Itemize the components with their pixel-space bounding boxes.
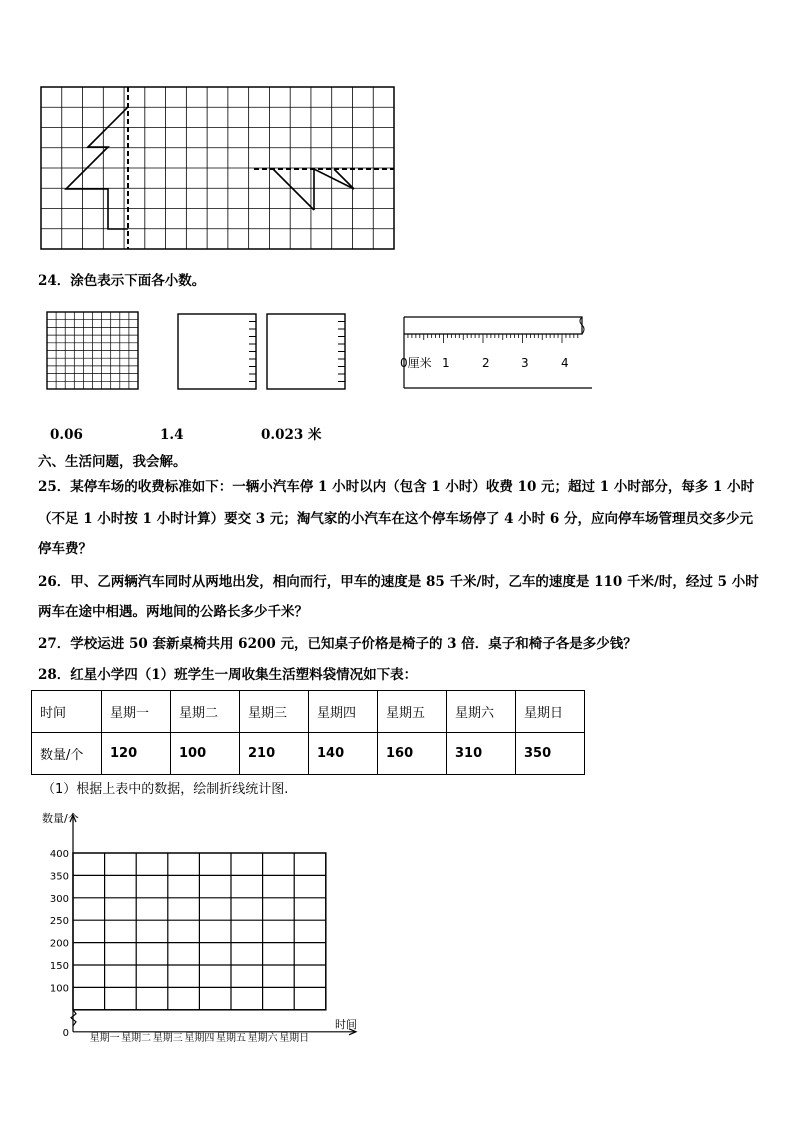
y-tick-label: 100	[49, 983, 69, 995]
hundred-grid	[46, 311, 140, 391]
tenths-square-2	[266, 313, 348, 391]
y-tick-label: 150	[49, 961, 69, 972]
table-header-row	[32, 691, 585, 733]
decimal-label-3: 0.023 米	[261, 427, 322, 443]
ruler	[396, 313, 596, 393]
y-tick-label: 400	[49, 849, 69, 860]
table-day: 星期三	[240, 691, 309, 733]
question-28-title: 28．红星小学四（1）班学生一周收集生活塑料袋情况如下表：	[38, 667, 418, 683]
question-27: 27．学校运进 50 套新桌椅共用 6200 元，已知桌子价格是椅子的 3 倍．桌子和椅子各是多少钱？	[38, 636, 637, 652]
question-25-line1: 25．某停车场的收费标准如下：一辆小汽车停 1 小时以内（包含 1 小时）收费 10 元；超过 1 小时部分，每多 1 小时	[38, 479, 755, 495]
question-24-title: 24．涂色表示下面各小数。	[38, 273, 206, 289]
ruler-tick-4: 4	[561, 356, 569, 370]
line-chart-blank	[30, 808, 370, 1044]
table-day: 星期六	[447, 691, 516, 733]
x-category-label: 星期四	[184, 1032, 215, 1044]
table-value: 210	[240, 733, 309, 775]
x-category-label: 星期五	[216, 1032, 246, 1044]
question-26-line2: 两车在途中相遇。两地间的公路长多少千米？	[38, 604, 308, 620]
x-category-label: 星期二	[121, 1032, 152, 1044]
table-header-label: 时间	[32, 691, 102, 733]
y-tick-label: 0	[62, 1027, 69, 1039]
y-tick-label: 250	[49, 916, 69, 928]
table-value: 160	[378, 733, 447, 775]
section-6-title: 六、生活问题，我会解。	[38, 454, 187, 470]
table-day: 星期二	[171, 691, 240, 733]
chart-xlabel: 时间	[335, 1018, 357, 1031]
question-25-line2: （不足 1 小时按 1 小时计算）要交 3 元；淘气家的小汽车在这个停车场停了 4 小时 6 分，应向停车场管理员交多少元	[38, 511, 753, 527]
table-day: 星期一	[102, 691, 171, 733]
table-value: 310	[447, 733, 516, 775]
y-tick-label: 200	[49, 938, 69, 950]
x-category-label: 星期日	[279, 1032, 310, 1044]
table-value: 140	[309, 733, 378, 775]
decimal-label-1: 0.06	[50, 427, 83, 443]
table-value: 120	[102, 733, 171, 775]
table-day: 星期日	[516, 691, 585, 733]
y-tick-label: 300	[49, 893, 69, 905]
symmetry-grid	[40, 86, 400, 254]
ruler-unit-label: 0厘米	[400, 356, 432, 370]
question-25-line3: 停车费？	[38, 541, 92, 557]
table-day: 星期五	[378, 691, 447, 733]
ruler-tick-2: 2	[482, 356, 490, 370]
table-day: 星期四	[309, 691, 378, 733]
x-category-label: 星期三	[152, 1032, 183, 1044]
table-value: 100	[171, 733, 240, 775]
decimal-label-2: 1.4	[160, 427, 184, 443]
ruler-tick-1: 1	[442, 356, 450, 370]
table-value-row	[32, 733, 585, 775]
table-value: 350	[516, 733, 585, 775]
y-tick-label: 350	[49, 871, 69, 883]
plastic-bag-table	[31, 690, 585, 775]
ruler-tick-3: 3	[521, 356, 529, 370]
x-category-label: 星期一	[89, 1032, 120, 1044]
question-26-line1: 26．甲、乙两辆汽车同时从两地出发，相向而行，甲车的速度是 85 千米/时，乙车的速度是 110 千米/时，经过 5 小时	[38, 574, 759, 590]
chart-ylabel: 数量/个	[42, 812, 79, 825]
x-category-label: 星期六	[247, 1032, 278, 1044]
question-28-sub1: （1）根据上表中的数据，绘制折线统计图.	[42, 782, 289, 797]
tenths-square-1	[177, 313, 259, 391]
table-row-label: 数量/个	[32, 733, 102, 775]
